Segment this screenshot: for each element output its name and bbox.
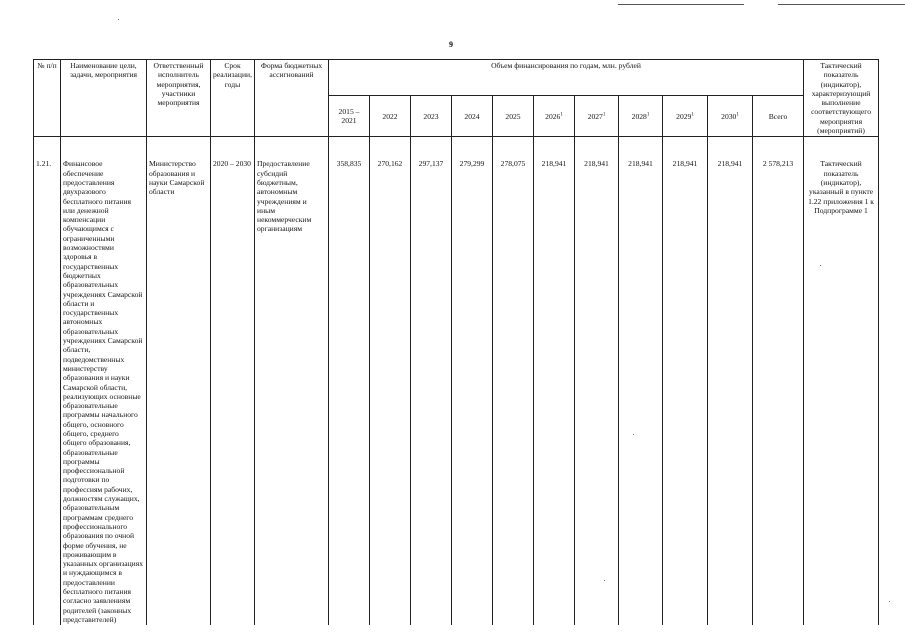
year-label: 2026	[545, 111, 561, 121]
budget-table	[33, 59, 879, 625]
row-value: 278,075	[493, 137, 534, 625]
year-header	[329, 96, 370, 137]
year-label: 2023	[423, 111, 439, 121]
row-activity-name: Финансовое обеспечение предоставления двухразового бесплатного питания или денежной компенсации обучающимся с ограниченными возможностями здоровья в государственных бюджетных образовательных учреждениях Самарской области и государственных автономных образовательных учреждениях Самарской области, подведомственных министерству образования и науки Самарской области, реализующих основные образовательные программы начального общего, основного общего, среднего общего образования, образовательные программы профессиональной подготовки по профессиям рабочих, должностям служащих, образовательным программам среднего профессионального образования по очной форме обучения, не проживающим в указанных организациях и нуждающимся в предоставлении бесплатного питания согласно заявлениям родителей (законных представителей)	[61, 137, 147, 625]
col-executor-header: Ответственный исполнитель мероприятия, участники мероприятия	[147, 60, 211, 137]
year-label: 2027	[587, 111, 603, 121]
year-footnote: 1	[646, 112, 650, 118]
top-rule-right	[778, 4, 905, 5]
row-value: 218,941	[663, 137, 708, 625]
year-header	[370, 96, 411, 137]
scan-speck	[604, 580, 605, 581]
year-label: 2029	[676, 111, 692, 121]
scan-speck	[118, 19, 119, 20]
row-value: 297,137	[411, 137, 452, 625]
scan-speck	[633, 434, 634, 435]
year-footnote: 1	[736, 112, 739, 118]
year-label: 2025	[505, 111, 521, 121]
year-label: 2030	[721, 111, 737, 121]
header-row	[34, 60, 879, 96]
year-label: 2024	[464, 111, 480, 121]
year-header	[411, 96, 452, 137]
row-term: 2020 – 2030	[211, 137, 255, 625]
row-number: 1.21.	[34, 137, 61, 625]
total-header	[753, 96, 804, 137]
scan-speck	[889, 601, 890, 602]
col-term-header: Срок реализации, годы	[211, 60, 255, 137]
col-name-header: Наименование цели, задачи, мероприятия	[61, 60, 147, 137]
row-form: Предоставление субсидий бюджетным, автономным учреждениям и иным некоммерческим организациям	[255, 137, 329, 625]
row-value: 270,162	[370, 137, 411, 625]
row-indicator: Тактический показатель (индикатор), указанный в пункте 1.22 приложения 1 к Подпрограмме 1	[804, 137, 879, 625]
year-label: 2022	[382, 111, 398, 121]
top-rule-left	[618, 4, 744, 5]
row-value: 279,299	[452, 137, 493, 625]
year-header	[452, 96, 493, 137]
total-label: Всего	[768, 111, 788, 121]
year-header	[663, 96, 708, 137]
row-value: 218,941	[708, 137, 753, 625]
table-row	[34, 137, 879, 625]
year-footnote: 1	[560, 112, 563, 118]
year-footnote: 1	[602, 112, 606, 118]
page-number: 9	[449, 40, 453, 49]
row-executor: Министерство образования и науки Самарской области	[147, 137, 211, 625]
year-label: 2015 – 2021	[338, 106, 360, 126]
col-financing-header: Объем финансирования по годам, млн. рублей	[329, 60, 804, 96]
year-header	[708, 96, 753, 137]
row-value: 218,941	[575, 137, 619, 625]
row-total: 2 578,213	[753, 137, 804, 625]
col-form-header: Форма бюджетных ассигнований	[255, 60, 329, 137]
col-num-header: № п/п	[34, 60, 61, 137]
year-label: 2028	[631, 111, 647, 121]
year-header	[493, 96, 534, 137]
row-value: 218,941	[534, 137, 575, 625]
year-header	[534, 96, 575, 137]
year-header	[619, 96, 663, 137]
year-footnote: 1	[691, 112, 694, 118]
year-header	[575, 96, 619, 137]
col-indicator-header: Тактический показатель (индикатор), характеризующий выполнение соответствующего мероприятия (мероприятий)	[804, 60, 879, 137]
scan-speck	[820, 265, 821, 266]
row-value: 218,941	[619, 137, 663, 625]
row-value: 358,835	[329, 137, 370, 625]
